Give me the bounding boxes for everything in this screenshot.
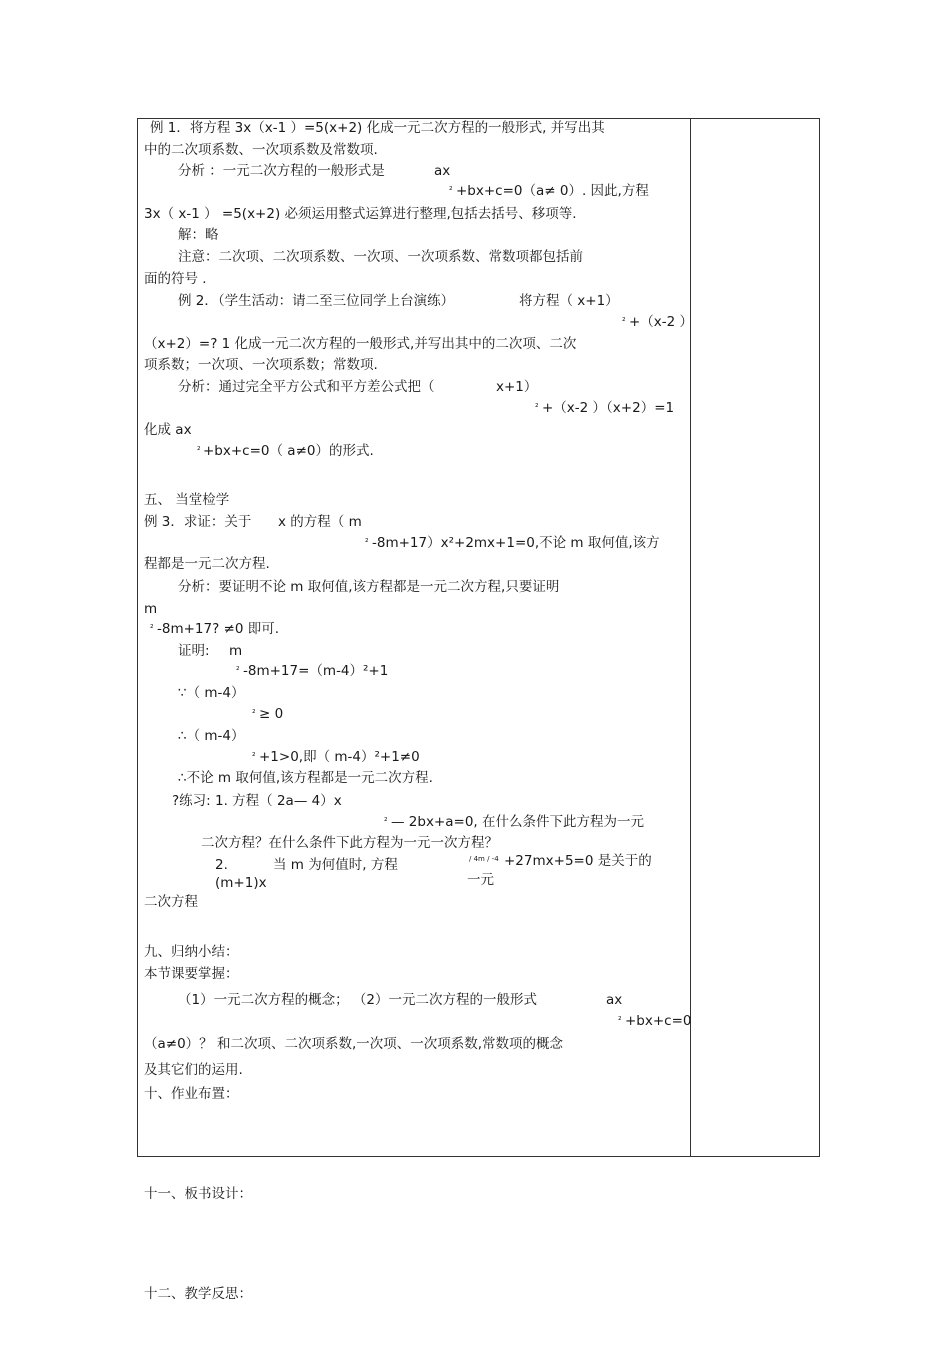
proof-because: ∵（ m-4） [178, 685, 245, 701]
example-3-line3: 程都是一元二次方程. [144, 556, 270, 572]
section-11-heading: 十一、板书设计： [144, 1186, 252, 1202]
analysis-3-m: m [144, 601, 158, 617]
exercise-2-exponent: / 4m / -4 [469, 855, 499, 863]
section-12-heading: 十二、教学反思： [144, 1286, 252, 1302]
proof-sup-3: ² [252, 752, 256, 762]
analysis-2-sup2: ² [197, 446, 201, 456]
proof-conclusion: ∴不论 m 取何值,该方程都是一元二次方程. [178, 770, 433, 786]
summary-points: （1）一元二次方程的概念； （2）一元二次方程的一般形式 [178, 992, 537, 1008]
exercise-2-equation: +27mx+5=0 是关于的 [504, 853, 652, 869]
analysis-1-ax: ax [434, 163, 451, 179]
exercise-2-tail: 一元 [467, 872, 494, 888]
analysis-3-condition: -8m+17? ≠0 即可. [157, 621, 280, 637]
exercise-2-end: 二次方程 [144, 894, 198, 910]
summary-ax: ax [606, 992, 623, 1008]
analysis-2-line3: 化成 ax [144, 422, 192, 438]
analysis-2-term: x+1） [496, 379, 538, 395]
proof-m: m [229, 643, 243, 659]
example-3-equation-cont: -8m+17）x²+2mx+1=0,不论 m 取何值,该方 [372, 535, 660, 551]
example-2-sup: ² [622, 317, 626, 327]
exercise-1-sup: ² [384, 817, 388, 827]
example-2-equation: 将方程（ x+1） [519, 293, 619, 309]
analysis-3-sup: ² [150, 624, 154, 634]
note-line1: 注意：二次项、二次项系数、一次项、一次项系数、常数项都包括前 [178, 249, 583, 265]
analysis-3-text: 分析：要证明不论 m 取何值,该方程都是一元二次方程,只要证明 [178, 579, 560, 595]
example-1-line2: 中的二次项系数、一次项系数及常数项. [144, 142, 378, 158]
note-line2: 面的符号 . [144, 271, 207, 287]
summary-form: +bx+c=0 [625, 1013, 692, 1029]
proof-step-2: ≥ 0 [259, 706, 284, 722]
exercise-1-line2: — 2bx+a=0, 在什么条件下此方程为一元 [391, 814, 645, 830]
analysis-2-text: 分析：通过完全平方公式和平方差公式把（ [178, 379, 435, 395]
exercise-1-line1: ?练习: 1. 方程（ 2a— 4）x [172, 793, 342, 809]
summary-sup: ² [618, 1016, 622, 1026]
exercise-2-number: 2. [215, 857, 228, 873]
analysis-1-form: +bx+c=0（a≠ 0）. 因此,方程 [456, 183, 649, 199]
exercise-2-text: 当 m 为何值时, 方程 [273, 857, 398, 873]
section-10-heading: 十、作业布置： [144, 1086, 239, 1102]
example-2-intro: 例 2．（学生活动：请二至三位同学上台演练） [178, 293, 455, 309]
example-2-line3: （x+2）=? 1 化成一元二次方程的一般形式,并写出其中的二次项、二次 [144, 336, 577, 352]
table-column-divider [690, 118, 691, 1157]
proof-therefore: ∴（ m-4） [178, 728, 245, 744]
analysis-1-line3: 3x（ x-1 ） =5(x+2) 必须运用整式运算进行整理,包括去括号、移项等. [144, 206, 577, 222]
analysis-1-sup: ² [449, 186, 453, 196]
example-3-sup: ² [365, 538, 369, 548]
proof-step-3: +1>0,即（ m-4）²+1≠0 [259, 749, 420, 765]
example-3-intro: 例 3．求证：关于 [144, 514, 252, 530]
example-2-line4: 项系数；一次项、一次项系数；常数项. [144, 357, 378, 373]
summary-intro: 本节课要掌握： [144, 966, 239, 982]
proof-step-1: -8m+17=（m-4）²+1 [243, 663, 389, 679]
solution-note: 解：略 [178, 227, 219, 243]
analysis-2-line4: +bx+c=0（ a≠0）的形式. [203, 443, 374, 459]
example-3-equation: x 的方程（ m [278, 514, 362, 530]
section-9-heading: 九、归纳小结： [144, 944, 239, 960]
exercise-2-coef: (m+1)x [215, 875, 267, 891]
exercise-1-line3: 二次方程？在什么条件下此方程为一元一次方程？ [201, 835, 498, 851]
summary-line3: （a≠0）？ 和二次项、二次项系数,一次项、一次项系数,常数项的概念 [144, 1036, 564, 1052]
proof-label: 证明: [178, 643, 210, 659]
example-2-equation-cont: +（x-2 ） [629, 314, 694, 330]
proof-sup-1: ² [236, 666, 240, 676]
summary-line4: 及其它们的运用. [144, 1062, 243, 1078]
analysis-2-equation: +（x-2 ）（x+2）=1 [542, 400, 675, 416]
example-1-line1: 例 1．将方程 3x（x-1 ）=5(x+2) 化成一元二次方程的一般形式, 并写出其 [150, 120, 605, 136]
section-5-heading: 五、 当堂检学 [144, 492, 230, 508]
analysis-2-sup: ² [535, 403, 539, 413]
analysis-1-text: 分析 ：一元二次方程的一般形式是 [178, 163, 385, 179]
proof-sup-2: ² [252, 709, 256, 719]
